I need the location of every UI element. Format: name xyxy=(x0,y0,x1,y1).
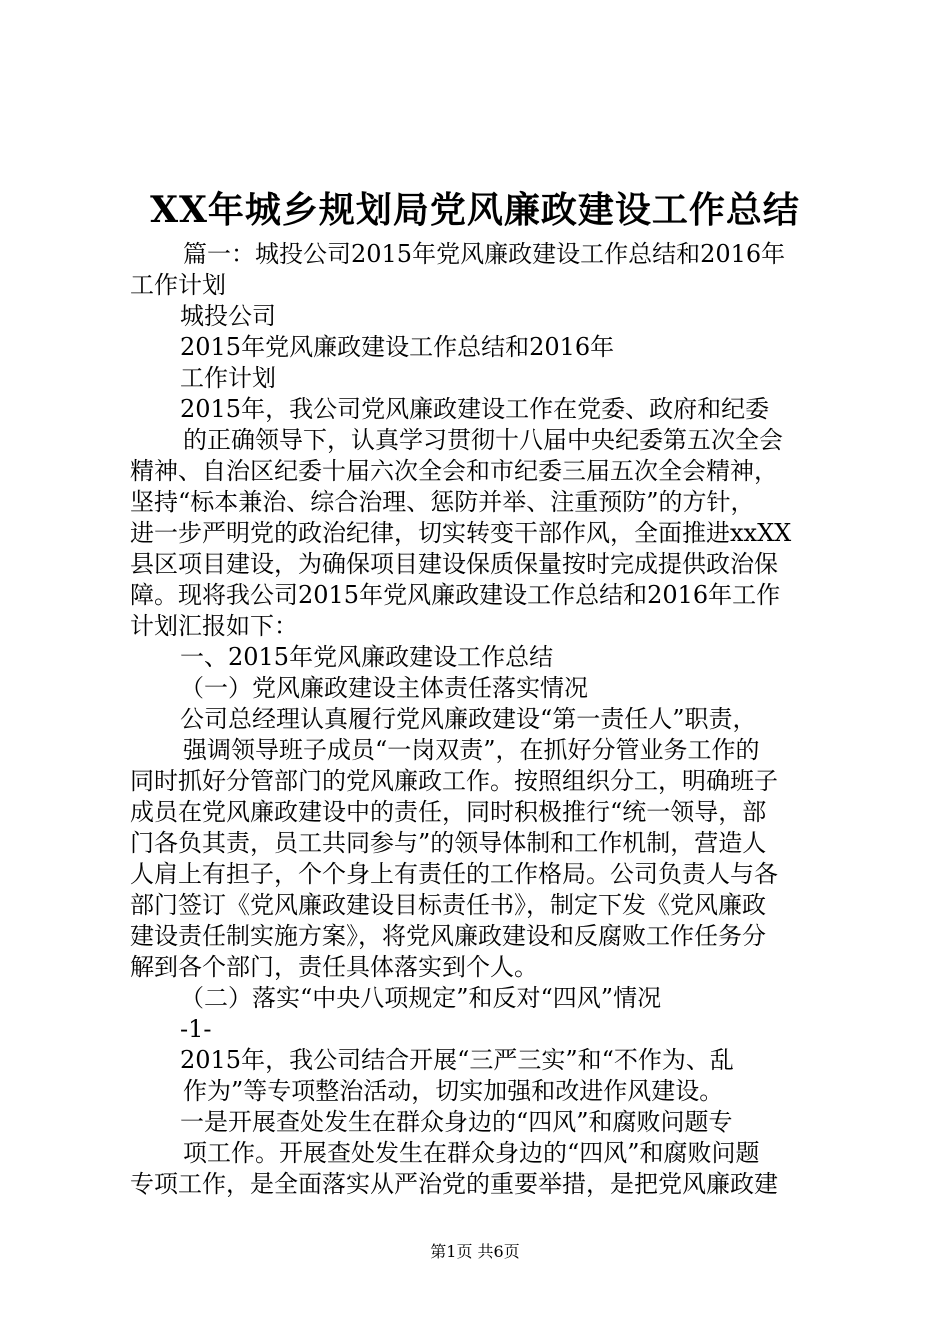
page-footer: 第1页 共6页 xyxy=(430,1242,520,1261)
text-line: （一）党风廉政建设主体责任落实情况 xyxy=(180,674,588,702)
text-line: 精神、自治区纪委十届六次全会和市纪委三届五次全会精神， xyxy=(130,457,778,485)
text-line: 项工作。开展查处发生在群众身边的“四风”和腐败问题 xyxy=(183,1139,760,1167)
text-line: 作为”等专项整治活动，切实加强和改进作风建设。 xyxy=(183,1077,724,1105)
text-line: 2015年，我公司结合开展“三严三实”和“不作为、乱 xyxy=(180,1046,734,1074)
document-title: XX年城乡规划局党风廉政建设工作总结 xyxy=(150,189,800,231)
text-line: 的正确领导下，认真学习贯彻十八届中央纪委第五次全会 xyxy=(183,426,783,454)
text-line: 篇一：城投公司2015年党风廉政建设工作总结和2016年 xyxy=(183,240,786,268)
text-line: （二）落实“中央八项规定”和反对“四风”情况 xyxy=(180,984,662,1012)
text-line: 工作计划 xyxy=(180,364,276,392)
text-line: 县区项目建设，为确保项目建设保质保量按时完成提供政治保 xyxy=(130,550,778,578)
text-line: 进一步严明党的政治纪律，切实转变干部作风，全面推进xxXX xyxy=(130,519,792,547)
text-line: 门各负其责，员工共同参与”的领导体制和工作机制，营造人 xyxy=(130,829,767,857)
text-line: 成员在党风廉政建设中的责任，同时积极推行“统一领导，部 xyxy=(130,798,767,826)
text-line: 建设责任制实施方案》，将党风廉政建设和反腐败工作任务分 xyxy=(130,922,766,950)
text-line: 强调领导班子成员“一岗双责”，在抓好分管业务工作的 xyxy=(183,736,760,764)
text-line: 工作计划 xyxy=(130,271,226,299)
text-line: 一是开展查处发生在群众身边的“四风”和腐败问题专 xyxy=(180,1108,733,1136)
text-line: 坚持“标本兼治、综合治理、惩防并举、注重预防”的方针， xyxy=(130,488,755,516)
text-line: 同时抓好分管部门的党风廉政工作。按照组织分工，明确班子 xyxy=(130,767,778,795)
inline-page-marker: -1- xyxy=(180,1015,212,1043)
text-line: 公司总经理认真履行党风廉政建设“第一责任人”职责， xyxy=(180,705,757,733)
text-line: 障。现将我公司2015年党风廉政建设工作总结和2016年工作 xyxy=(130,581,781,609)
text-line: 2015年，我公司党风廉政建设工作在党委、政府和纪委 xyxy=(180,395,770,423)
text-line: 计划汇报如下： xyxy=(130,612,298,640)
text-line: 2015年党风廉政建设工作总结和2016年 xyxy=(180,333,615,361)
text-line: 解到各个部门，责任具体落实到个人。 xyxy=(130,953,538,981)
text-line: 人肩上有担子，个个身上有责任的工作格局。公司负责人与各 xyxy=(130,860,778,888)
text-line: 城投公司 xyxy=(180,302,276,330)
text-line: 专项工作，是全面落实从严治党的重要举措，是把党风廉政建 xyxy=(130,1170,778,1198)
text-line: 部门签订《党风廉政建设目标责任书》，制定下发《党风廉政 xyxy=(130,891,766,919)
text-line: 一、2015年党风廉政建设工作总结 xyxy=(180,643,554,671)
